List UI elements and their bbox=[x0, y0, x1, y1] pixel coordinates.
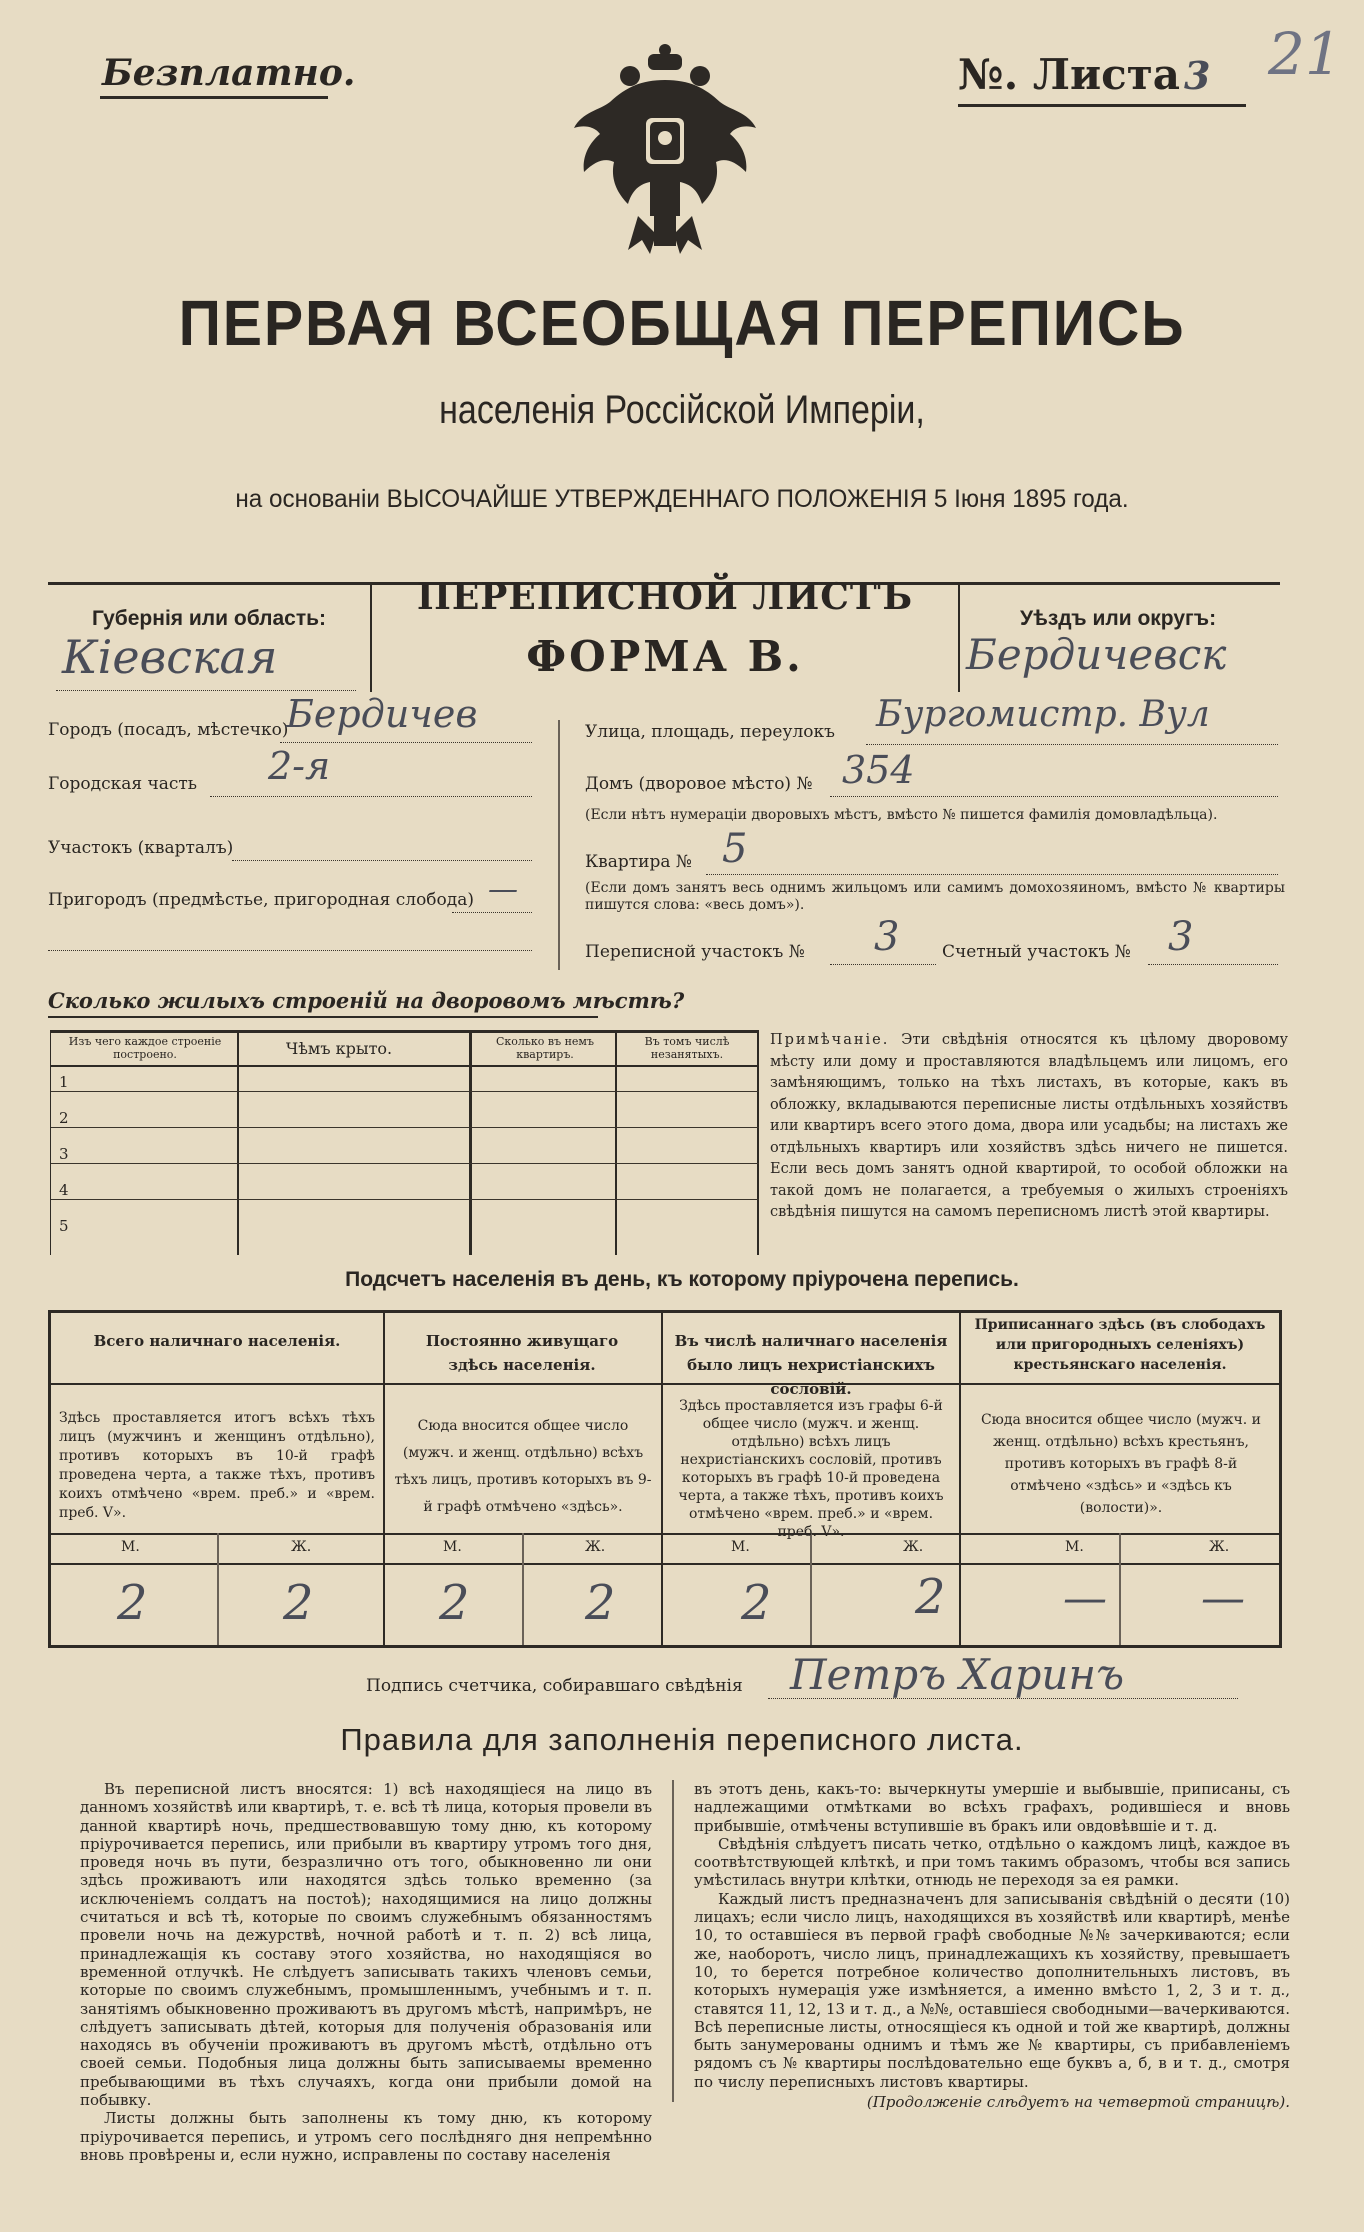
imperial-eagle-emblem bbox=[570, 40, 760, 260]
form-label: ФОРМА В. bbox=[526, 632, 804, 681]
census-basis-line: на основаніи ВЫСОЧАЙШЕ УТВЕРЖДЕННАГО ПОЛОЖЕНІЯ 5 Іюня 1895 года. bbox=[235, 485, 1129, 513]
buildings-row-4: 4 bbox=[59, 1181, 69, 1199]
buildings-col-apartments: Сколько въ немъ квартиръ. bbox=[496, 1035, 594, 1061]
buildings-col-material: Изъ чего каждое строеніе построено. bbox=[68, 1035, 222, 1061]
rules-left-paragraph: Листы должны быть заполнены къ тому дню, къ которому пріурочивается перепись, и утромъ сего послѣдняго дня непремѣнно вновь провѣрены и, если нужно, исправлены по составу населенія bbox=[80, 2109, 652, 2164]
buildings-question: Сколько жилыхъ строеній на дворовомъ мѣстѣ? bbox=[48, 988, 685, 1013]
buildings-table bbox=[50, 1030, 759, 1255]
apartment-label: Квартира № bbox=[585, 852, 692, 872]
house-note: (Если нѣтъ нумераціи дворовыхъ мѣстъ, вмѣсто № пишется фамилія домовладѣльца). bbox=[585, 807, 1218, 823]
district-label: Участокъ (кварталъ) bbox=[48, 838, 234, 858]
sheet-number-text: №. Листа bbox=[958, 50, 1180, 99]
sheet-number-label bbox=[958, 50, 1210, 99]
pop-col2-head: Постоянно живущаго здѣсь населенія. bbox=[425, 1332, 619, 1374]
buildings-row-3: 3 bbox=[59, 1145, 69, 1163]
census-district-label: Переписной участокъ № bbox=[585, 942, 805, 962]
pop-col2-desc: Сюда вносится общее число (мужч. и женщ. отдѣльно) всѣхъ тѣхъ лицъ, противъ которыхъ въ 9-й графѣ отмѣчено «здѣсь». bbox=[394, 1418, 652, 1515]
pop-col4-m-label: М. bbox=[1065, 1539, 1084, 1555]
buildings-col-roof: Чѣмъ крыто. bbox=[285, 1039, 393, 1058]
pop-col4-m-value: — bbox=[1063, 1573, 1107, 1624]
pop-col2-m-label: М. bbox=[443, 1539, 462, 1555]
pop-col4-desc: Сюда вносится общее число (мужч. и женщ. отдѣльно) всѣхъ крестьянъ, противъ которыхъ въ графѣ 8-й отмѣчено «здѣсь» и «здѣсь къ (волости)». bbox=[980, 1412, 1262, 1516]
house-label: Домъ (дворовое мѣсто) № bbox=[585, 774, 813, 794]
street-value: Бургомистр. Вул bbox=[876, 694, 1210, 735]
buildings-row-2: 2 bbox=[59, 1109, 69, 1127]
sheet-number-value: 3 bbox=[1184, 53, 1211, 98]
uezd-value: Бердичевск bbox=[966, 630, 1227, 679]
corner-number: 21 bbox=[1268, 20, 1342, 88]
pop-col3-f-value: 2 bbox=[915, 1569, 946, 1625]
city-part-value: 2-я bbox=[268, 744, 331, 788]
count-district-value: 3 bbox=[1168, 914, 1194, 960]
apartment-value: 5 bbox=[722, 826, 748, 872]
census-subtitle: населенія Россійской Имперіи, bbox=[439, 388, 925, 432]
pop-col2-m-value: 2 bbox=[439, 1575, 470, 1631]
rules-left-column bbox=[80, 1780, 652, 2164]
pop-col4-f-value: — bbox=[1201, 1573, 1245, 1624]
signature-label: Подпись счетчика, собиравшаго свѣдѣнія bbox=[366, 1676, 743, 1696]
pop-col2-f-label: Ж. bbox=[585, 1539, 606, 1555]
note-text: Эти свѣдѣнія относятся къ цѣлому дворовому мѣсту или дому и проставляются владѣльцемъ или лицомъ, его замѣняющимъ, только на тѣхъ листахъ, въ которые, какъ въ обложку, вкладываются переписные листы отдѣльныхъ хозяйствъ или квартиръ всего этого дома, двора или усадьбы; на листахъ же отдѣльныхъ квартиръ или хозяйствъ здѣсь ничего не пишется. Если весь домъ занятъ одной квартирой, то особой обложки на такой домъ не полагается, а требуемыя о жилыхъ строеніяхъ свѣдѣнія пишутся на самомъ переписномъ листѣ этой квартиры. bbox=[770, 1032, 1289, 1220]
free-label: Безплатно. bbox=[102, 52, 356, 94]
census-sheet-title: ПЕРЕПИСНОЙ ЛИСТЪ bbox=[416, 576, 914, 618]
city-part-label: Городская часть bbox=[48, 774, 198, 794]
guberniya-value: Кіевская bbox=[62, 630, 278, 684]
pop-col2-f-value: 2 bbox=[585, 1575, 616, 1631]
population-table bbox=[48, 1310, 1282, 1648]
pop-col3-m-value: 2 bbox=[741, 1575, 772, 1631]
pop-col4-f-label: Ж. bbox=[1209, 1539, 1230, 1555]
rules-title: Правила для заполненія переписного листа. bbox=[340, 1722, 1024, 1757]
street-label: Улица, площадь, переулокъ bbox=[585, 722, 835, 742]
census-main-title: ПЕРВАЯ ВСЕОБЩАЯ ПЕРЕПИСЬ bbox=[178, 287, 1186, 359]
city-label: Городъ (посадъ, мѣстечко) bbox=[48, 720, 289, 740]
census-district-value: 3 bbox=[874, 914, 900, 960]
rules-right-paragraph: въ этотъ день, какъ-то: вычеркнуты умершіе и выбывшіе, приписаны, съ надлежащими отмѣтками во всѣхъ графахъ, родившіеся и вновь прибывшіе, отмѣчены вступившіе въ бракъ или овдовѣвшіе и т. д. bbox=[694, 1780, 1290, 1835]
signature-value: Петръ Харинъ bbox=[790, 1650, 1125, 1699]
suburb-label: Пригородъ (предмѣстье, пригородная слобода) bbox=[48, 890, 475, 910]
rules-right-paragraph: Свѣдѣнія слѣдуетъ писать четко, отдѣльно о каждомъ лицѣ, каждое въ соотвѣтствующей клѣткѣ, и при томъ такимъ образомъ, чтобы вся запись умѣстилась внутри клѣтки, отнюдь не переходя за ея рамки. bbox=[694, 1834, 1290, 1890]
buildings-note bbox=[770, 1030, 1288, 1224]
buildings-row-5: 5 bbox=[59, 1217, 69, 1235]
pop-col3-f-label: Ж. bbox=[903, 1539, 924, 1555]
population-count-title: Подсчетъ населенія въ день, къ которому пріурочена перепись. bbox=[345, 1268, 1019, 1291]
pop-col3-m-label: М. bbox=[731, 1539, 750, 1555]
pop-col1-desc: Здѣсь проставляется итогъ всѣхъ тѣхъ лицъ (мужчинъ и женщинъ отдѣльно), противъ которыхъ въ 10-й графѣ проведена черта, а также тѣхъ, противъ коихъ отмѣчено «врем. преб.» и «врем. преб. V». bbox=[59, 1410, 375, 1521]
guberniya-label: Губернія или область: bbox=[92, 607, 327, 630]
note-title: Примѣчаніе. bbox=[770, 1032, 890, 1048]
rules-right-paragraph: Каждый листъ предназначенъ для записыванія свѣдѣній о десяти (10) лицахъ; если число лицъ, находящихся въ хозяйствѣ или квартирѣ, менѣе 10, то оставшіеся въ первой графѣ свободные №№ зачеркиваются; если же, наоборотъ, число лицъ, принадлежащихъ къ хозяйству, превышаетъ 10, то берется потребное количество дополнительныхъ листовъ, въ которыхъ нумерація уже измѣняется, а именно вмѣсто 1, 2, 3 и т. д., ставятся 11, 12, 13 и т. д., а №№, оставшіеся свободными—вачеркиваются. Всѣ переписные листы, относящіеся къ одной и той же квартирѣ, должны быть занумерованы однимъ и тѣмъ же № квартиры, съ прибавленіемъ рядомъ съ № квартиры послѣдовательно еще буквъ а, б, в и т. д., смотря по числу переписныхъ листовъ квартиры. bbox=[694, 1889, 1290, 2091]
pop-col1-head: Всего наличнаго населенія. bbox=[93, 1332, 341, 1350]
pop-col1-f-label: Ж. bbox=[291, 1539, 312, 1555]
pop-col4-head: Приписаннаго здѣсь (въ слободахъ или пригородныхъ селеніяхъ) крестьянскаго населенія. bbox=[974, 1317, 1266, 1373]
apartment-note: (Если домъ занятъ весь однимъ жильцомъ или самимъ домохозяиномъ, вмѣсто № квартиры пишутся слова: «весь домъ»). bbox=[585, 880, 1285, 913]
pop-col3-desc: Здѣсь проставляется изъ графы 6-й общее число (мужч. и женщ. отдѣльно) всѣхъ лицъ нехристіанскихъ сословій, противъ которыхъ въ графѣ 10-й проведена черта, а также тѣхъ, противъ коихъ отмѣчено «врем. преб.» и «врем. преб. V». bbox=[678, 1398, 944, 1540]
city-value: Бердичев bbox=[286, 692, 478, 736]
count-district-label: Счетный участокъ № bbox=[942, 942, 1131, 962]
rules-right-column bbox=[694, 1780, 1290, 2111]
rules-left-paragraph: Въ переписной листъ вносятся: 1) всѣ находящіеся на лицо въ данномъ хозяйствѣ или квартирѣ, т. е. всѣ тѣ лица, которыя провели въ данной квартирѣ ночь, предшествовавшую тому дню, къ которому пріурочивается перепись, или прибыли въ квартиру утромъ того дня, проведя ночь въ пути, безразлично отъ того, обыкновенно ли они здѣсь проживаютъ или находятся здѣсь только временно (за исключеніемъ солдатъ на постоѣ); находящимися на лицо должны считаться и всѣ тѣ, которые по своимъ служебнымъ обязанностямъ провели ночь на дежурствѣ, ночной работѣ и т. п. 2) всѣ лица, принадлежащія къ составу этого хозяйства, но находящіяся во временной отлучкѣ. Не слѣдуетъ записывать такихъ членовъ семьи, которые по своимъ служебнымъ, промышленнымъ, учебнымъ и т. п. занятіямъ обыкновенно проживаютъ въ другомъ мѣстѣ, напримѣръ, не слѣдуетъ записывать дѣтей, которыя для полученія образованія или находясь въ обученіи проживаютъ въ другомъ мѣстѣ, отдѣльно отъ своей семьи. Подобныя лица должны быть записываемы временно пребывающими въ тѣхъ случаяхъ, когда они прибыли домой на побывку. bbox=[80, 1780, 652, 2110]
rules-continued: (Продолженіе слѣдуетъ на четвертой страницѣ). bbox=[866, 2093, 1290, 2112]
buildings-row-1: 1 bbox=[59, 1073, 69, 1091]
pop-col1-m-label: М. bbox=[121, 1539, 140, 1555]
pop-col1-m-value: 2 bbox=[117, 1575, 148, 1631]
uezd-label: Уѣздъ или округъ: bbox=[1020, 607, 1217, 630]
pop-col3-head: Въ числѣ наличнаго населенія было лицъ нехристіанскихъ сословій. bbox=[674, 1332, 948, 1398]
suburb-value: — bbox=[488, 872, 518, 907]
pop-col1-f-value: 2 bbox=[283, 1575, 314, 1631]
house-value: 354 bbox=[842, 748, 915, 792]
buildings-col-vacant: Въ томъ числѣ незанятыхъ. bbox=[644, 1035, 730, 1061]
